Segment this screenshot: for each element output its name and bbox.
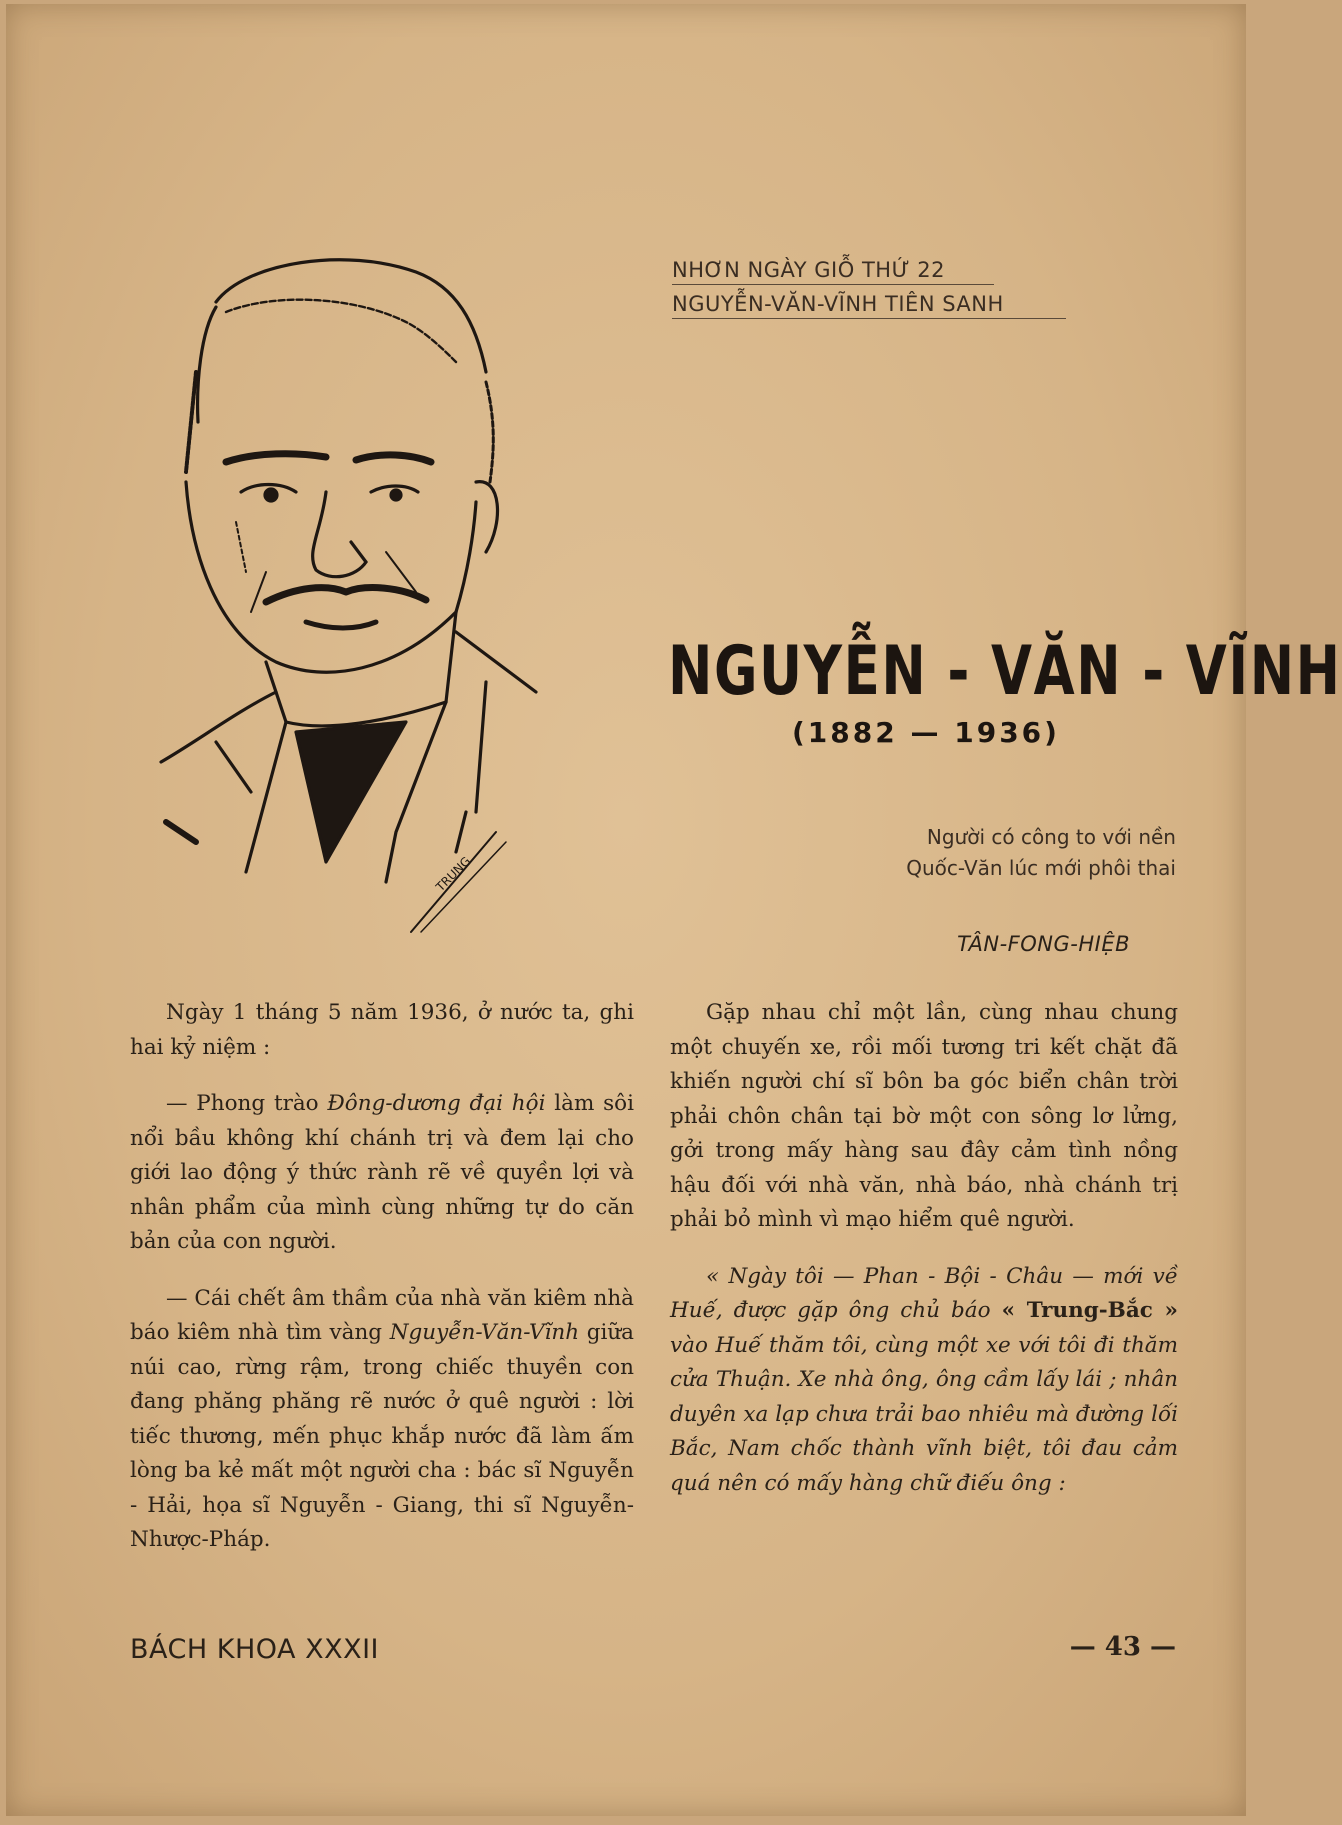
paragraph: — Cái chết âm thầm của nhà văn kiêm nhà báo kiêm nhà tìm vàng Nguyễn-Văn-Vĩnh giữa núi cao, rừng rậm, trong chiếc thuyền con đang phăng phăng rẽ nước ở quê người : lời tiếc thương, mến phục khắp nước đã làm ấm lòng ba kẻ mất một người cha : bác sĩ Nguyễn - Hải, họa sĩ Nguyễn - Giang, thi sĩ Nguyễn-Nhược-Pháp. — [130, 1285, 635, 1552]
paragraph: Gặp nhau chỉ một lần, cùng nhau chung một chuyến xe, rồi mối tương tri kết chặt đã khiến người chí sĩ bôn ba góc biển chân trời phải chôn chân tại bờ một con sông lơ lửng, gởi trong mấy hàng sau đây cảm tình nồng hậu đối với nhà văn, nhà báo, nhà chánh trị phải bỏ mình vì mạo hiểm quê người. — [670, 1000, 1178, 1232]
quote-paragraph: « Ngày tôi — Phan - Bội - Châu — mới về Huế, được gặp ông chủ báo « Trung-Bắc » vào Huế thăm tôi, cùng một xe với tôi đi thăm cửa Thuận. Xe nhà ông, ông cầm lấy lái ; nhân duyên xa lạp chưa trải bao nhiêu mà đường lối Bắc, Nam chốc thành vĩnh biệt, tôi đau cảm quá nên có mấy hàng chữ điếu ông : — [670, 1263, 1178, 1496]
author-name: TÂN-FONG-HIỆB — [957, 932, 1130, 956]
paragraph: — Phong trào Đông-dương đại hội làm sôi nổi bầu không khí chánh trị và đem lại cho giới lao động ý thức rành rẽ về quyền lợi và nhân phẩm của mình cùng những tự do căn bản của con người. — [130, 1091, 634, 1254]
subtitle-line-2: Quốc-Văn lúc mới phôi thai — [906, 856, 1176, 880]
subtitle — [856, 822, 1176, 884]
title-years: (1882 — 1936) — [792, 716, 1060, 749]
subtitle-line-1: Người có công to với nền — [926, 825, 1176, 849]
left-column — [130, 996, 634, 1558]
main-title-name: NGUYỄN - VĂN - VĨNH — [668, 632, 1342, 711]
portrait-signature: TRUNG — [433, 854, 474, 895]
paragraph: Ngày 1 tháng 5 năm 1936, ở nước ta, ghi hai kỷ niệm : — [130, 1000, 634, 1060]
header-line-2: NGUYỄN-VĂN-VĨNH TIÊN SANH — [672, 292, 1066, 319]
magazine-name: BÁCH KHOA XXXII — [130, 1634, 380, 1665]
page-number: — 43 — — [1069, 1632, 1176, 1662]
magazine-page — [6, 4, 1342, 1816]
portrait-sketch — [156, 252, 636, 942]
header-line-1: NHƠN NGÀY GIỖ THỨ 22 — [672, 258, 994, 285]
right-column — [670, 996, 1178, 1501]
